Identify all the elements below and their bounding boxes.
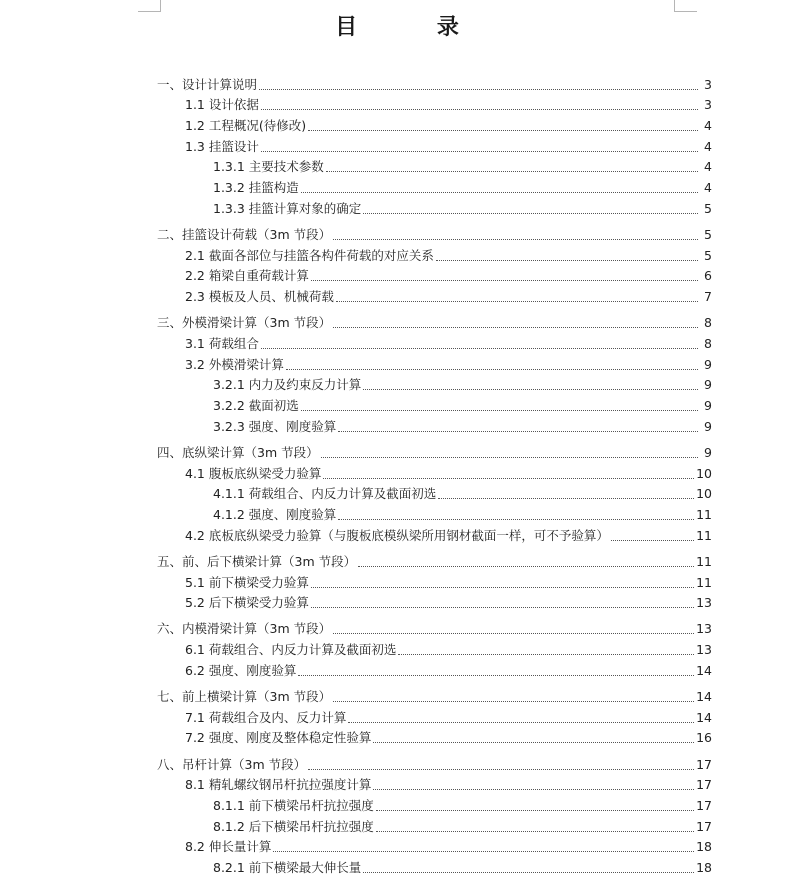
toc-entry-title: 7.2 强度、刚度及整体稳定性验算 [185, 730, 372, 746]
toc-entry[interactable] [157, 726, 712, 747]
toc-entry[interactable] [157, 155, 712, 176]
toc-page-number: 14 [696, 688, 712, 704]
toc-entry-title: 1.3.2 挂篮构造 [213, 180, 299, 196]
toc-entry[interactable] [157, 440, 712, 461]
toc-page-number: 5 [704, 227, 712, 242]
toc-entry[interactable] [157, 311, 712, 332]
toc-page-number: 5 [704, 247, 712, 263]
toc-page-number: 9 [704, 377, 712, 393]
toc-entry[interactable] [157, 222, 712, 243]
toc-entry-title: 4.1.2 强度、刚度验算 [213, 506, 337, 522]
toc-page-number: 17 [696, 797, 712, 813]
toc-entry[interactable] [157, 175, 712, 196]
toc-leader-dots [326, 170, 698, 172]
toc-page-number: 11 [696, 553, 712, 569]
toc-page-number: 13 [696, 621, 712, 637]
toc-entry-title: 4.2 底板底纵梁受力验算（与腹板底模纵梁所用钢材截面一样，可不予验算） [185, 527, 609, 543]
toc-entry-title: 6.1 荷载组合、内反力计算及截面初选 [185, 642, 397, 658]
toc-page-number: 4 [704, 159, 712, 175]
toc-leader-dots [333, 700, 694, 702]
toc-leader-dots [438, 497, 694, 499]
toc-page-number: 18 [696, 859, 712, 875]
toc-page-number: 11 [696, 506, 712, 522]
toc-entry-title: 5.1 前下横梁受力验算 [185, 574, 309, 590]
toc-page-number: 8 [704, 315, 712, 331]
toc-entry-title: 2.1 截面各部位与挂篮各构件荷载的对应关系 [185, 247, 434, 263]
toc-entry-title: 3.1 荷载组合 [185, 335, 259, 351]
toc-entry-title: 1.1 设计依据 [185, 97, 259, 113]
toc-page-number: 8 [704, 335, 712, 351]
toc-entry-title: 三、外模滑梁计算（3m 节段） [157, 315, 332, 331]
toc-leader-dots [338, 430, 698, 432]
toc-leader-dots [436, 259, 698, 261]
toc-leader-dots [333, 238, 698, 240]
toc-leader-dots [311, 606, 694, 608]
toc-entry-title: 六、内模滑梁计算（3m 节段） [157, 621, 332, 637]
toc-leader-dots [336, 300, 698, 302]
toc-entry-title: 5.2 后下横梁受力验算 [185, 595, 309, 611]
toc-entry[interactable] [157, 502, 712, 523]
toc-page-number: 9 [704, 418, 712, 434]
toc-entry-title: 2.3 模板及人员、机械荷载 [185, 289, 334, 305]
toc-entry[interactable] [157, 570, 712, 591]
toc-page-number: 9 [704, 398, 712, 413]
toc-leader-dots [373, 788, 694, 790]
toc-page-number: 3 [704, 97, 712, 113]
toc-entry[interactable] [157, 752, 712, 773]
toc-leader-dots [308, 768, 694, 770]
toc-entry[interactable] [157, 414, 712, 435]
toc-entry-title: 8.2 伸长量计算 [185, 839, 272, 855]
toc-leader-dots [323, 477, 694, 479]
toc-page-number: 10 [696, 486, 712, 502]
toc-leader-dots [333, 632, 694, 634]
toc-leader-dots [321, 456, 698, 458]
toc-page-number: 13 [696, 595, 712, 611]
toc-leader-dots [301, 191, 698, 193]
toc-leader-dots [358, 565, 694, 567]
toc-leader-dots [376, 830, 694, 832]
toc-page-number: 11 [696, 574, 712, 590]
toc-leader-dots [333, 326, 698, 328]
toc-leader-dots [273, 850, 694, 852]
toc-entry[interactable] [157, 196, 712, 217]
toc-entry-title: 3.2 外模滑梁计算 [185, 356, 284, 372]
toc-entry-title: 3.2.1 内力及约束反力计算 [213, 377, 362, 393]
toc-page-number: 10 [696, 465, 712, 481]
toc-leader-dots [363, 388, 698, 390]
toc-entry-title: 6.2 强度、刚度验算 [185, 662, 297, 678]
toc-leader-dots [286, 368, 698, 370]
toc-entry[interactable] [157, 284, 712, 305]
toc-leader-dots [298, 674, 694, 676]
toc-entry[interactable] [157, 705, 712, 726]
toc-entry-title: 一、设计计算说明 [157, 76, 258, 92]
toc-entry[interactable] [157, 773, 712, 794]
toc-page-number: 13 [696, 642, 712, 658]
toc-entry-title: 4.1.1 荷载组合、内反力计算及截面初选 [213, 486, 437, 502]
toc-entry-title: 3.2.3 强度、刚度验算 [213, 418, 337, 434]
toc-entry-title: 8.2.1 前下横梁最大伸长量 [213, 859, 362, 875]
toc-entry[interactable] [157, 637, 712, 658]
toc-entry[interactable] [157, 243, 712, 264]
toc-entry[interactable] [157, 461, 712, 482]
toc-entry-title: 1.2 工程概况(待修改) [185, 118, 307, 134]
toc-entry[interactable] [157, 331, 712, 352]
toc-entry[interactable] [157, 591, 712, 612]
toc-entry[interactable] [157, 393, 712, 414]
toc-page-number: 14 [696, 662, 712, 678]
toc-entry-title: 4.1 腹板底纵梁受力验算 [185, 465, 322, 481]
toc-entry[interactable] [157, 617, 712, 638]
toc-entry[interactable] [157, 352, 712, 373]
toc-page-number: 11 [696, 527, 712, 543]
toc-leader-dots [363, 212, 698, 214]
toc-entry-title: 七、前上横梁计算（3m 节段） [157, 688, 332, 704]
toc-leader-dots [261, 108, 698, 110]
toc-page-number: 4 [704, 118, 712, 134]
toc-leader-dots [338, 518, 694, 520]
toc-leader-dots [259, 88, 698, 90]
toc-page-number: 14 [696, 709, 712, 725]
toc-page-number: 6 [704, 268, 712, 284]
toc-leader-dots [373, 741, 694, 743]
toc-entry-title: 八、吊杆计算（3m 节段） [157, 756, 307, 772]
toc-leader-dots [376, 809, 694, 811]
toc-page-number: 5 [704, 200, 712, 216]
toc-entry[interactable] [157, 113, 712, 134]
toc-entry[interactable] [157, 72, 712, 93]
toc-page-number: 18 [696, 839, 712, 855]
toc-entry[interactable] [157, 134, 712, 155]
toc-entry-title: 7.1 荷载组合及内、反力计算 [185, 709, 347, 725]
toc-page-number: 3 [704, 76, 712, 92]
table-of-contents [157, 72, 712, 876]
toc-entry[interactable] [157, 658, 712, 679]
toc-entry[interactable] [157, 93, 712, 114]
toc-page-number: 7 [704, 289, 712, 305]
toc-leader-dots [611, 539, 694, 541]
toc-leader-dots [311, 586, 694, 588]
toc-entry[interactable] [157, 523, 712, 544]
toc-page-number: 4 [704, 138, 712, 154]
toc-page-number: 9 [704, 444, 712, 460]
toc-leader-dots [308, 129, 698, 131]
toc-entry-title: 1.3.3 挂篮计算对象的确定 [213, 200, 362, 216]
toc-page-number: 17 [696, 777, 712, 793]
toc-entry[interactable] [157, 814, 712, 835]
toc-page-number: 17 [696, 818, 712, 834]
toc-entry-title: 五、前、后下横梁计算（3m 节段） [157, 553, 357, 569]
toc-leader-dots [261, 347, 698, 349]
toc-entry[interactable] [157, 684, 712, 705]
toc-entry[interactable] [157, 373, 712, 394]
toc-entry[interactable] [157, 835, 712, 856]
toc-page-number: 17 [696, 756, 712, 772]
toc-leader-dots [261, 150, 698, 152]
toc-leader-dots [363, 871, 694, 873]
toc-entry-title: 二、挂篮设计荷载（3m 节段） [157, 227, 332, 242]
toc-entry-title: 1.3 挂篮设计 [185, 138, 259, 154]
toc-entry[interactable] [157, 549, 712, 570]
toc-entry-title: 四、底纵梁计算（3m 节段） [157, 444, 319, 460]
toc-leader-dots [301, 409, 698, 411]
page-title: 目 录 [335, 14, 495, 40]
toc-entry-title: 1.3.1 主要技术参数 [213, 159, 324, 175]
toc-entry-title: 3.2.2 截面初选 [213, 398, 299, 413]
toc-page-number: 9 [704, 356, 712, 372]
toc-page-number: 4 [704, 180, 712, 196]
toc-entry-title: 8.1.2 后下横梁吊杆抗拉强度 [213, 818, 374, 834]
toc-entry[interactable] [157, 482, 712, 503]
toc-entry[interactable] [157, 855, 712, 876]
toc-leader-dots [311, 279, 698, 281]
toc-entry-title: 2.2 箱梁自重荷载计算 [185, 268, 309, 284]
toc-entry[interactable] [157, 793, 712, 814]
toc-entry[interactable] [157, 264, 712, 285]
toc-entry-title: 8.1.1 前下横梁吊杆抗拉强度 [213, 797, 374, 813]
toc-page-number: 16 [696, 730, 712, 746]
toc-leader-dots [348, 721, 694, 723]
toc-entry-title: 8.1 精轧螺纹钢吊杆抗拉强度计算 [185, 777, 372, 793]
toc-leader-dots [398, 653, 694, 655]
